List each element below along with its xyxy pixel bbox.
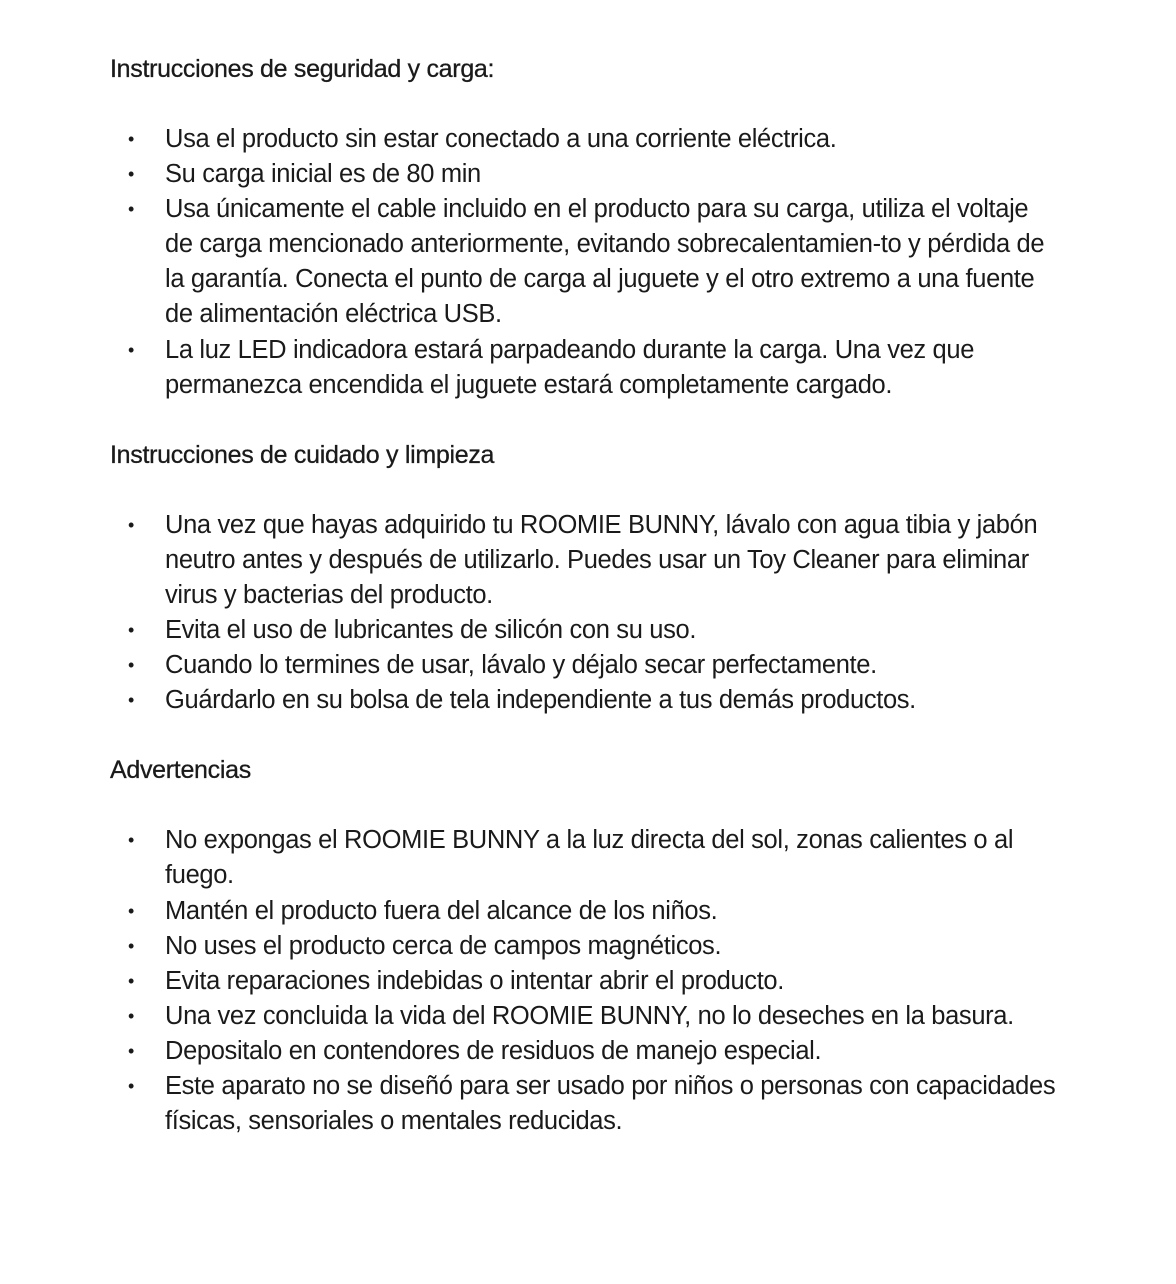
section-heading: Advertencias <box>110 756 251 785</box>
bullet-list <box>110 823 1060 1139</box>
list-item <box>110 1069 1060 1139</box>
list-item-text: La luz LED indicadora estará parpadeando durante la carga. Una vez que permanezca encendida el juguete estará completamente cargado. <box>165 335 975 399</box>
bullet-icon: • <box>128 1040 134 1061</box>
bullet-list <box>110 122 1060 403</box>
list-item <box>110 333 1060 403</box>
list-item-text: Evita el uso de lubricantes de silicón con su uso. <box>165 616 697 645</box>
list-item-text: Usa el producto sin estar conectado a una corriente eléctrica. <box>165 125 837 153</box>
list-item <box>110 823 1060 893</box>
list-item <box>110 964 1060 999</box>
list-item-text: Este aparato no se diseñó para ser usado por niños o personas con capacidades físicas, sensoriales o mentales reducidas. <box>165 1071 1056 1136</box>
bullet-icon: • <box>128 970 134 991</box>
list-item-text: Una vez concluida la vida del ROOMIE BUNNY, no lo deseches en la basura. <box>165 1001 1014 1030</box>
bullet-icon: • <box>128 620 134 641</box>
bullet-icon: • <box>128 1005 134 1026</box>
list-item <box>110 648 1060 683</box>
list-item-text: Usa únicamente el cable incluido en el producto para su carga, utiliza el voltaje de carga mencionado anteriormente, evitando sobrecalentamien-to y pérdida de la garantía. Conecta el punto de carga al juguete y el otro extremo a una fuente de alimentación eléctrica USB. <box>165 195 1045 329</box>
bullet-icon: • <box>128 199 134 220</box>
list-item-text: Depositalo en contendores de residuos de manejo especial. <box>165 1036 822 1065</box>
bullet-icon: • <box>128 935 134 956</box>
bullet-icon: • <box>128 164 134 185</box>
bullet-icon: • <box>128 514 134 535</box>
list-item <box>110 122 1060 157</box>
list-item <box>110 192 1060 332</box>
list-item-text: Mantén el producto fuera del alcance de los niños. <box>165 896 718 925</box>
section-heading: Instrucciones de cuidado y limpieza <box>110 440 495 469</box>
list-item-text: No expongas el ROOMIE BUNNY a la luz directa del sol, zonas calientes o al fuego. <box>165 826 1014 890</box>
section-warnings <box>110 753 1060 1139</box>
list-item-text: Una vez que hayas adquirido tu ROOMIE BUNNY, lávalo con agua tibia y jabón neutro antes y después de utilizarlo. Puedes usar un Toy Cleaner para eliminar virus y bacterias del producto. <box>165 510 1038 609</box>
document <box>110 52 1060 1174</box>
list-item <box>110 894 1060 929</box>
list-item <box>110 508 1060 613</box>
bullet-icon: • <box>128 1075 134 1096</box>
bullet-icon: • <box>128 129 134 149</box>
bullet-icon: • <box>128 830 134 851</box>
list-item-text: No uses el producto cerca de campos magnéticos. <box>165 931 722 960</box>
list-item <box>110 683 1060 718</box>
list-item <box>110 613 1060 648</box>
section-heading: Instrucciones de seguridad y carga: <box>110 55 495 83</box>
bullet-icon: • <box>128 900 134 921</box>
bullet-icon: • <box>128 655 134 676</box>
list-item <box>110 929 1060 964</box>
list-item-text: Evita reparaciones indebidas o intentar abrir el producto. <box>165 966 784 995</box>
section-care-cleaning <box>110 438 1060 719</box>
list-item-text: Su carga inicial es de 80 min <box>165 160 481 189</box>
list-item-text: Cuando lo termines de usar, lávalo y déjalo secar perfectamente. <box>165 651 877 680</box>
list-item <box>110 999 1060 1034</box>
list-item-text: Guárdarlo en su bolsa de tela independiente a tus demás productos. <box>165 686 916 715</box>
bullet-icon: • <box>128 339 134 360</box>
bullet-icon: • <box>128 690 134 711</box>
bullet-list <box>110 508 1060 719</box>
list-item <box>110 157 1060 192</box>
section-safety-charging <box>110 52 1060 403</box>
list-item <box>110 1034 1060 1069</box>
